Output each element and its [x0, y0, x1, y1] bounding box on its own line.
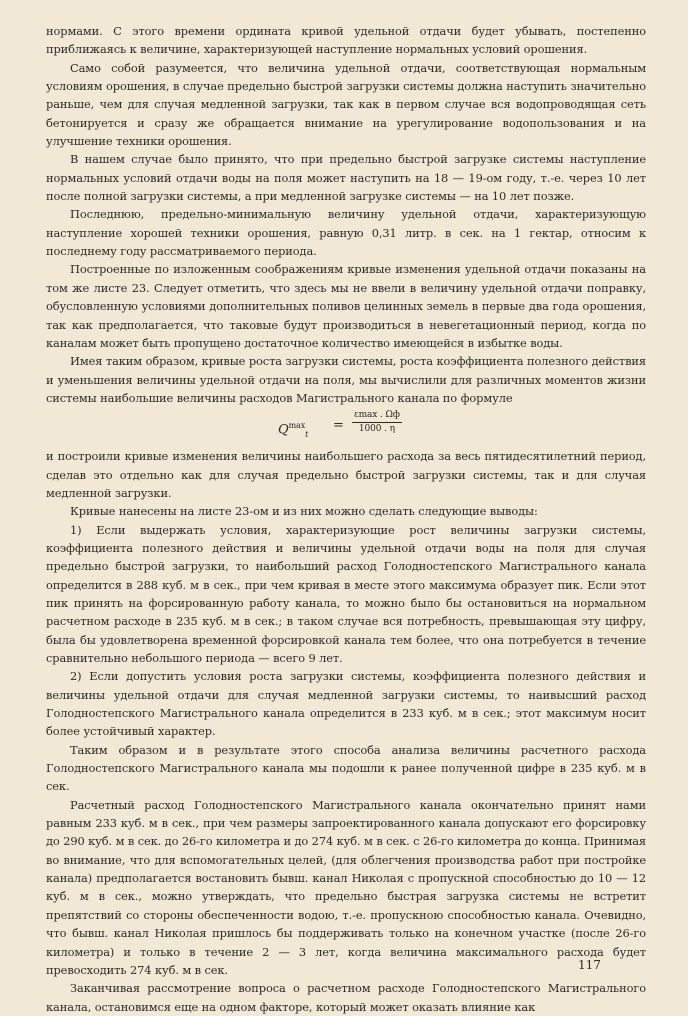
paragraph-our-case: В нашем случае было принято, что при предельно быстрой загрузке системы наступление нормальных условий отдачи воды на поля может наступить на 18 — 19-ом году, т.-е. через 10 лет после полной загрузки системы, а при медленной загрузке системы — на 10 лет позже.: [46, 152, 646, 204]
discharge-formula: [46, 407, 646, 447]
paragraph-built-curves: и построили кривые изменения величины наибольшего расхода за весь пятидесятилетний период, сделав это отдельно как для случая предельно быстрой загрузки системы, так и для случая медленной загрузки.: [46, 449, 646, 500]
page-number: 117: [578, 958, 601, 972]
paragraph-conclusions-intro: Кривые нанесены на листе 23-ом и из них можно сделать следующие выводы:: [70, 504, 538, 519]
paragraph-conclusion-1: 1) Если выдержать условия, характеризующие рост величины загрузки системы, коэффициента полезного действия и величины удельной отдачи воды на поля для случая предельно быстрой загрузки, то наибольший расход Голодностепского Магистрального канала определится в 288 куб. м в сек., при чем кривая в месте этого максимума образует пик. Если этот пик принять на форсированную работу канала, то можно было бы остановиться на нормальном расчетном расходе в 235 куб. м в сек.; в таком случае вся потребность, превышающая эту цифру, была бы удовлетворена временной форсировкой канала тем более, что она потребуется в течение сравнительно небольшого периода — всего 9 лет.: [46, 522, 646, 665]
formula-numerator: εmax . Ωф: [352, 409, 402, 423]
paragraph-minimal-value: Последнюю, предельно-минимальную величину удельной отдачи, характеризующую наступление хорошей техники орошения, равную 0,31 литр. в сек. на 1 гектар, относим к последнему году рассматриваемого периода.: [46, 207, 646, 259]
paragraph-conclusion-2: 2) Если допустить условия роста загрузки системы, коэффициента полезного действия и величины удельной отдачи для случая медленной загрузки системы, то наивысший расход Голодностепского Магистрального канала определится в 233 куб. м в сек.; этот максимум носит более устойчивый характер.: [46, 669, 646, 739]
paragraph-continuation: нормами. С этого времени ордината кривой удельной отдачи будет убывать, постепенно приближаясь к величине, характеризующей наступление нормальных условий орошения.: [46, 24, 646, 57]
formula-denominator: 1000 . η: [358, 424, 395, 435]
paragraph-result: Таким образом и в результате этого способа анализа величины расчетного расхода Голодностепского Магистрального канала мы подошли к ранее полученной цифре в 235 куб. м в сек.: [46, 742, 646, 794]
paragraph-curves: Построенные по изложенным соображениям кривые изменения удельной отдачи показаны на том же листе 23. Следует отметить, что здесь мы не ввели в величину удельной отдачи поправку, обусловленную условиями дополнительных поливов целинных земель в первые два года орошения, так как предполагается, что таковые будут производиться в невегетационный период, когда по каналам может быть пропущено достаточное количество имеющейся в избытке воды.: [46, 262, 646, 350]
document-page: [46, 22, 646, 1016]
formula-lhs: $Q^{max}_t$: [278, 421, 309, 440]
paragraph-formula-intro: Имея таким образом, кривые роста загрузки системы, роста коэффициента полезного действия и уменьшения величины удельной отдачи на поля, мы вычислили для различных моментов жизни системы наибольшие величины расходов Магистрального канала по формуле: [46, 354, 646, 405]
formula-equals: =: [333, 418, 344, 434]
paragraph-final-discharge: Расчетный расход Голодностепского Магистрального канала окончательно принят нами равным 233 куб. м в сек., при чем размеры запроектированного канала допускают его форсировку до 290 куб. м в сек. до 26-го километра и до 274 куб. м в сек. с 26-го километра до конца. Принимая во внимание, что для вспомогательных целей, (для облегчения производства работ при постройке канала) предполагается востановить бывш. канал Николая с пропускной способностью до 10 — 12 куб. м в сек., можно утверждать, что предельно быстрая загрузка системы не встретит препятствий со стороны обеспеченности водою, т.-е. пропускною способностью канала. Очевидно, что бывш. канал Николая пришлось бы поддерживать только на конечном участке (после 26-го километра) и только в течение 2 — 3 лет, когда величина максимального расхода будет превосходить 274 куб. м в сек.: [46, 797, 647, 977]
formula-fraction: [352, 409, 402, 436]
paragraph-closing: Заканчивая рассмотрение вопроса о расчетном расходе Голодностепского Магистрального канала, остановимся еще на одном факторе, который может оказать влияние как: [46, 981, 646, 1014]
paragraph-normal-conditions: Само собой разумеется, что величина удельной отдачи, соответствующая нормальным условиям орошения, в случае предельно быстрой загрузки системы должна наступить значительно раньше, чем для случая медленной загрузки, так как в первом случае вся водопроводящая сеть бетонируется и сразу же обращается внимание на урегулирование водопользования и на улучшение техники орошения.: [46, 60, 646, 149]
